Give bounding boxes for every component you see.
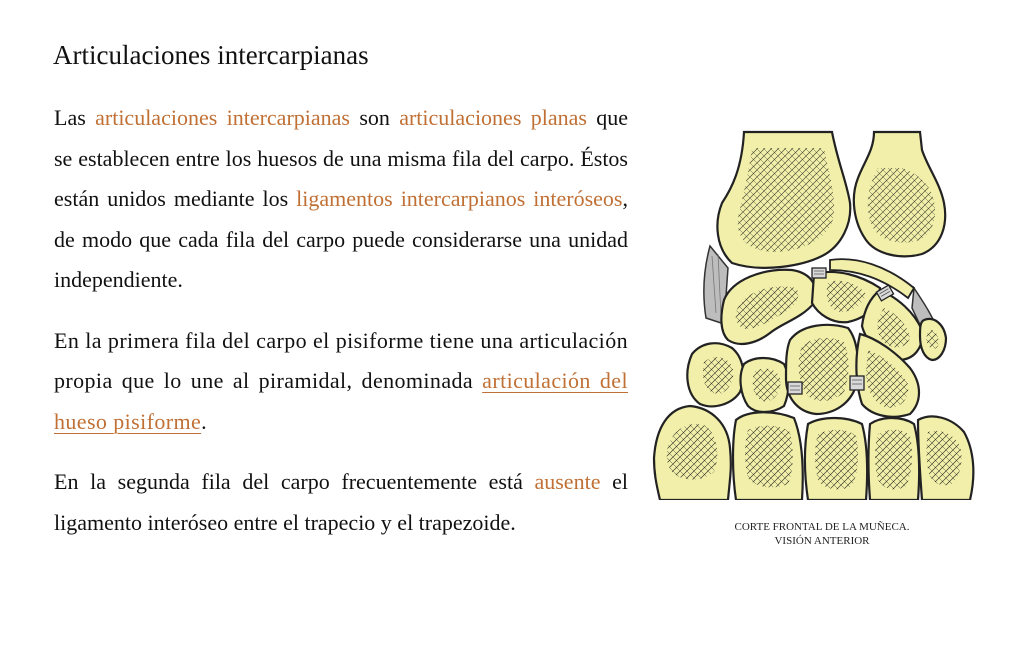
metacarpal-5 <box>918 416 973 500</box>
figure-caption <box>686 520 958 548</box>
metacarpal-4 <box>869 418 920 500</box>
paragraph-3-text-1: En la segunda fila del carpo frecuentemente está <box>54 469 535 494</box>
paragraph-2-text-1: En la primera fila del carpo el pisiforme tiene una articulación propia que lo une al piramidal, denominada <box>54 327 628 393</box>
link-ligamentos-intercarpianos-interoseos[interactable]: ligamentos intercarpianos interóseos <box>296 186 623 211</box>
page-title: Articulaciones intercarpianas <box>53 40 369 70</box>
wrist-section-illustration <box>652 128 982 500</box>
figure-caption-line-2: VISIÓN ANTERIOR <box>774 535 870 547</box>
radius-bone <box>717 132 850 268</box>
paragraph-1 <box>54 98 628 301</box>
trapezoid-bone <box>741 358 789 412</box>
pisiform-bone <box>920 319 946 360</box>
ulna-bone <box>854 132 945 256</box>
metacarpal-2 <box>733 412 803 500</box>
link-articulacion-hueso-pisiforme[interactable]: articulación del hueso pisiforme <box>54 368 628 434</box>
paragraph-1-text-2: son <box>349 105 400 130</box>
capitate-bone <box>786 325 858 414</box>
link-articulaciones-planas[interactable]: articulaciones planas <box>399 105 587 130</box>
paragraph-3-text-2: el ligamento interóseo entre el trapecio y el trapezoide. <box>54 469 628 535</box>
paragraph-1-text-4: , de modo que cada fila del carpo puede considerarse una unidad independiente. <box>54 186 628 292</box>
trapezium-bone <box>687 343 743 406</box>
paragraph-2 <box>54 321 628 443</box>
paragraph-1-text-1: Las <box>54 105 96 130</box>
figure-caption-line-1: CORTE FRONTAL DE LA MUÑECA. <box>734 521 910 533</box>
article-body <box>54 98 628 563</box>
paragraph-1-text-3: que se establecen entre los huesos de una misma fila del carpo. Éstos están unidos mediante los <box>54 105 629 211</box>
link-ausente[interactable]: ausente <box>534 469 601 494</box>
paragraph-3 <box>54 462 628 543</box>
metacarpal-3 <box>805 418 867 500</box>
metacarpal-1 <box>654 406 731 500</box>
link-articulaciones-intercarpianas[interactable]: articulaciones intercarpianas <box>95 105 350 130</box>
paragraph-2-text-2: . <box>201 408 208 434</box>
